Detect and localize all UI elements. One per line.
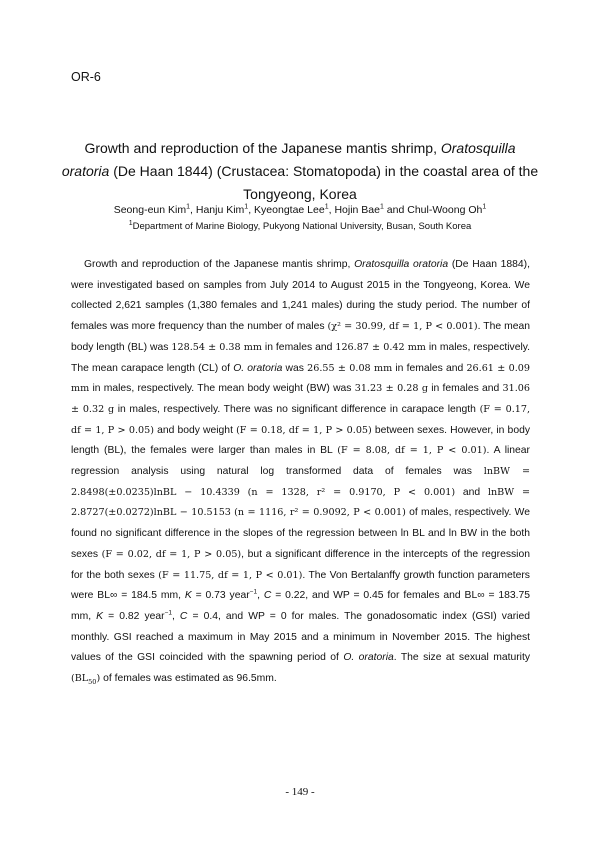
page-number: - 149 - bbox=[285, 786, 315, 798]
regression-females: lnBW = 2.8498(±0.0235)lnBL − 10.4339 bbox=[71, 466, 530, 498]
author: Kyeongtae Lee$^1$, bbox=[254, 203, 335, 216]
paper-title bbox=[60, 137, 540, 206]
author: Hanju Kim$^1$, bbox=[195, 203, 255, 216]
abstract-body: Growth and reproduction of the Japanese mantis shrimp, Oratosquilla oratoria (De Haan 1884), were investigated based on samples from July 2014 to August 2015 in the Tongyeong, Korea. We collected 2,621 samples (1,380 females and 1,241 males) during the study period. The number of females was more frequency than the number of males (χ² = 30.99, df = 1, P < 0.001). The mean body length (BL) was 128.54 ± 0.38 mm in females and 126.87 ± 0.42 mm in males, respectively. The mean carapace length (CL) of O. oratoria was 26.55 ± 0.08 mm in females and 26.61 ± 0.09 mm in males, respectively. The mean body weight (BW) was 31.23 ± 0.28 g in females and 31.06 ± 0.32 g in males, respectively. There was no significant difference in carapace length (F = 0.17, df = 1, P > 0.05) and body weight (F = 0.18, df = 1, P > 0.05) between sexes. However, in body length (BL), the females were larger than males in BL (F = 8.08, df = 1, P < 0.01). A linear regression analysis using natural log transformed data of females was lnBW = 2.8498(±0.0235)lnBL − 10.4339 (n = 1328, r² = 0.9170, P < 0.001) and lnBW = 2.8727(±0.0272)lnBL − 10.5153 (n = 1116, r² = 0.9092, P < 0.001) of males, respectively. We found no significant difference in the slopes of the regression between ln BL and ln BW in the both sexes (F = 0.02, df = 1, P > 0.05), but a significant difference in the intercepts of the regression for the both sexes (F = 11.75, df = 1, P < 0.01). The Von Bertalanffy growth function parameters were BL∞ = 184.5 mm, K = 0.73 year$^{-1}$, C = 0.22, and WP = 0.45 for females and BL∞ = 183.75 mm, K = 0.82 year$^{-1}$, C = 0.4, and WP = 0 for males. The gonadosomatic index (GSI) varied monthly. GSI reached a maximum in May 2015 and a minimum in November 2015. The highest values of the GSI coincided with the spawning period of O. oratoria. The size at sexual maturity $(BL_{50})$ of females was estimated as 96.5mm. bbox=[71, 259, 531, 686]
chi-square-stat: (χ² = 30.99, df = 1, P < 0.001) bbox=[327, 321, 478, 333]
author: Hojin Bae$^1$ and bbox=[334, 203, 408, 216]
author-list bbox=[60, 199, 540, 218]
regression-males: lnBW = 2.8727(±0.0272)lnBL − 10.5153 bbox=[71, 486, 531, 519]
title-species: Oratosquilla oratoria bbox=[61, 140, 516, 179]
author: Seong-eun Kim$^1$, bbox=[113, 203, 196, 216]
abstract-code: OR-6 bbox=[71, 70, 101, 84]
title-text-end: (De Haan 1844) (Crustacea: Stomatopoda) in the coastal area of the Tongyeong, Korea bbox=[109, 163, 539, 202]
title-text: Growth and reproduction of the Japanese mantis shrimp, bbox=[84, 140, 441, 156]
author: Chul-Woong Oh$^1$ bbox=[407, 203, 487, 216]
affiliation: $^1$Department of Marine Biology, Pukyong National University, Busan, South Korea bbox=[128, 220, 472, 233]
